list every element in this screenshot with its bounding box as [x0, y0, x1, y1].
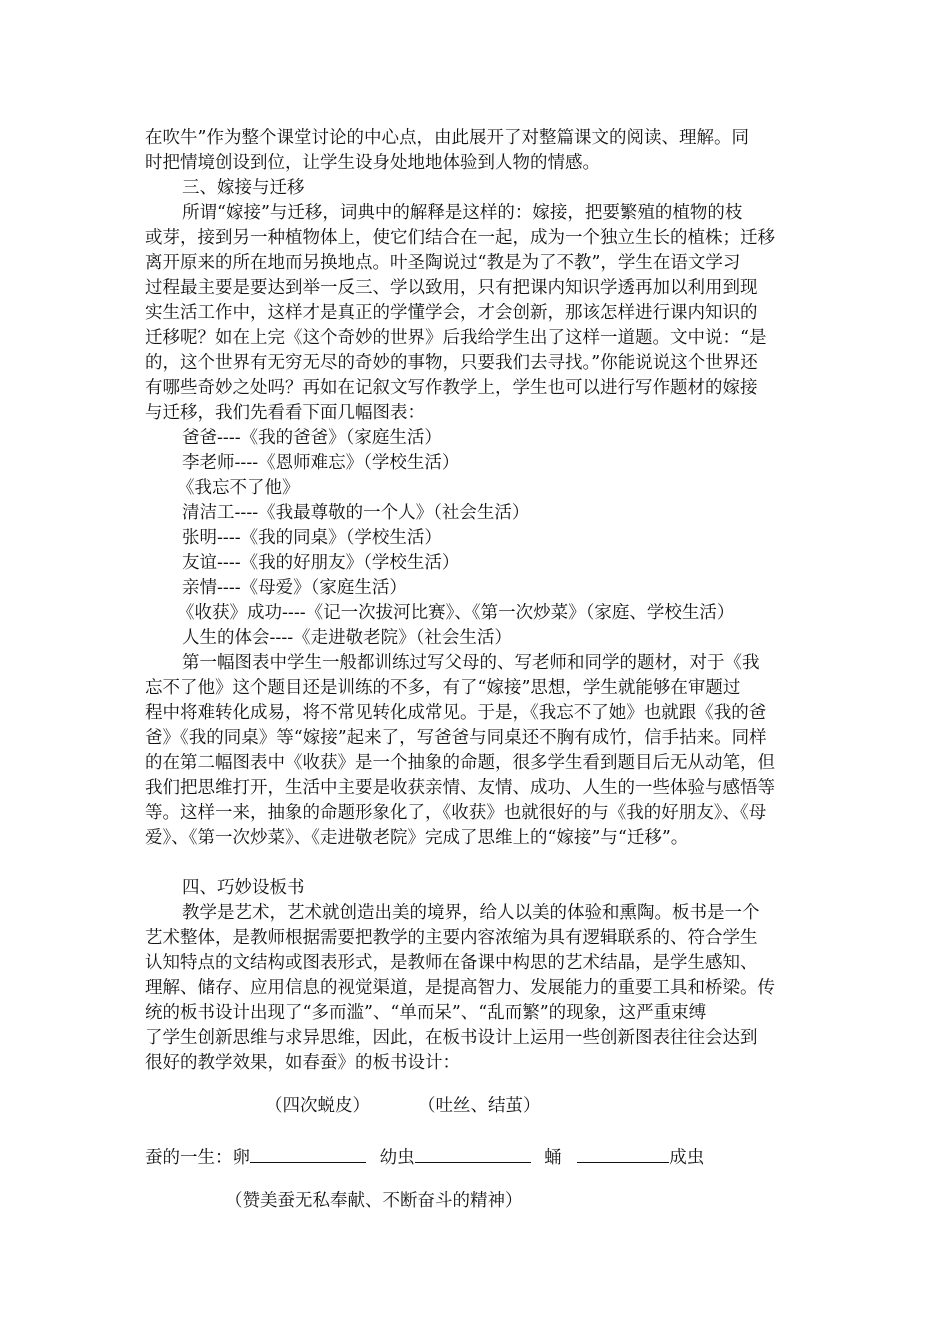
text-line: 在吹牛”作为整个课堂讨论的中心点，由此展开了对整篇课文的阅读、理解。同 — [145, 128, 749, 148]
board-molting-note: （四次蜕皮） — [265, 1096, 370, 1116]
text-line: 与迁移，我们先看看下面几幅图表： — [145, 403, 425, 423]
text-line: 教学是艺术，艺术就创造出美的境界，给人以美的体验和熏陶。板书是一个 — [182, 903, 760, 923]
chart-row: 清洁工----《我最尊敬的一个人》（社会生活） — [182, 503, 530, 523]
text-line: 的在第二幅图表中《收获》是一个抽象的命题，很多学生看到题目后无从动笔，但 — [145, 753, 775, 773]
board-stage-larva: 幼虫 — [379, 1148, 415, 1168]
text-line: 时把情境创设到位，让学生设身处地地体验到人物的情感。 — [145, 153, 600, 173]
text-line: 迁移呢？如在上完《这个奇妙的世界》后我给学生出了这样一道题。文中说：“是 — [145, 328, 767, 348]
board-lifecycle-row — [145, 1144, 704, 1170]
text-line: 离开原来的所在地而另换地点。叶圣陶说过“教是为了不教”，学生在语文学习 — [145, 253, 741, 273]
board-stage-pupa: 蛹 — [544, 1148, 562, 1168]
text-line: 爱》、《第一次炒菜》、《走进敬老院》完成了思维上的“嫁接”与“迁移”。 — [145, 828, 689, 848]
text-line: 我们把思维打开，生活中主要是收获亲情、友情、成功、人生的一些体验与感悟等 — [145, 778, 775, 798]
text-line: 实生活工作中，这样才是真正的学懂学会，才会创新，那该怎样进行课内知识的 — [145, 303, 758, 323]
board-spinning-note: （吐丝、结茧） — [418, 1096, 541, 1116]
text-line: 程中将难转化成易，将不常见转化成常见。于是，《我忘不了她》也就跟《我的爸 — [145, 703, 767, 723]
chart-center-title: 《我忘不了他》 — [177, 478, 300, 498]
board-blank — [250, 1144, 366, 1163]
chart-row: 亲情----《母爱》（家庭生活） — [182, 578, 407, 598]
board-blank — [577, 1144, 669, 1163]
chart-row: 《收获》成功----《记一次拔河比赛》、《第一次炒菜》（家庭、学校生活） — [177, 603, 735, 623]
board-stage-egg: 蚕的一生：卵 — [145, 1148, 250, 1168]
board-stage-adult: 成虫 — [669, 1148, 705, 1168]
text-line: 的，这个世界有无穷无尽的奇妙的事物，只要我们去寻找。”你能说说这个世界还 — [145, 353, 758, 373]
text-line: 等。这样一来，抽象的命题形象化了，《收获》也就很好的与《我的好朋友》、《母 — [145, 803, 767, 823]
board-blank — [415, 1144, 531, 1163]
text-line: 理解、储存、应用信息的视觉渠道，是提高智力、发展能力的重要工具和桥梁。传 — [145, 978, 775, 998]
text-line: 忘不了他》这个题目还是训练的不多，有了“嫁接”思想，学生就能够在审题过 — [145, 678, 741, 698]
text-line: 认知特点的文结构或图表形式，是教师在备课中构思的艺术结晶，是学生感知、 — [145, 953, 758, 973]
chart-row: 张明----《我的同桌》（学校生活） — [182, 528, 442, 548]
text-line: 爸》《我的同桌》等“嫁接”起来了，写爸爸与同桌还不胸有成竹，信手拈来。同样 — [145, 728, 767, 748]
text-line: 过程最主要是要达到举一反三、学以致用，只有把课内知识学透再加以利用到现 — [145, 278, 758, 298]
chart-row: 爸爸----《我的爸爸》（家庭生活） — [182, 428, 442, 448]
text-line: 有哪些奇妙之处吗？再如在记叙文写作教学上，学生也可以进行写作题材的嫁接 — [145, 378, 758, 398]
text-line: 第一幅图表中学生一般都训练过写父母的、写老师和同学的题材，对于《我 — [182, 653, 760, 673]
chart-row: 人生的体会----《走进敬老院》（社会生活） — [182, 628, 512, 648]
chart-row: 李老师----《恩师难忘》（学校生活） — [182, 453, 460, 473]
text-line: 艺术整体，是教师根据需要把教学的主要内容浓缩为具有逻辑联系的、符合学生 — [145, 928, 758, 948]
text-line: 很好的教学效果，如春蚕》的板书设计： — [145, 1053, 460, 1073]
text-line: 所谓“嫁接”与迁移，词典中的解释是这样的：嫁接，把要繁殖的植物的枝 — [182, 203, 743, 223]
text-line: 了学生创新思维与求异思维，因此，在板书设计上运用一些创新图表往往会达到 — [145, 1028, 758, 1048]
section-heading: 三、嫁接与迁移 — [182, 178, 305, 198]
board-summary: （赞美蚕无私奉献、不断奋斗的精神） — [225, 1191, 523, 1211]
chart-row: 友谊----《我的好朋友》（学校生活） — [182, 553, 460, 573]
section-heading: 四、巧妙设板书 — [182, 878, 305, 898]
text-line: 统的板书设计出现了“多而滥”、“单而呆”、“乱而繁”的现象，这严重束缚 — [145, 1003, 707, 1023]
text-line: 或芽，接到另一种植物体上，使它们结合在一起，成为一个独立生长的植株；迁移 — [145, 228, 775, 248]
